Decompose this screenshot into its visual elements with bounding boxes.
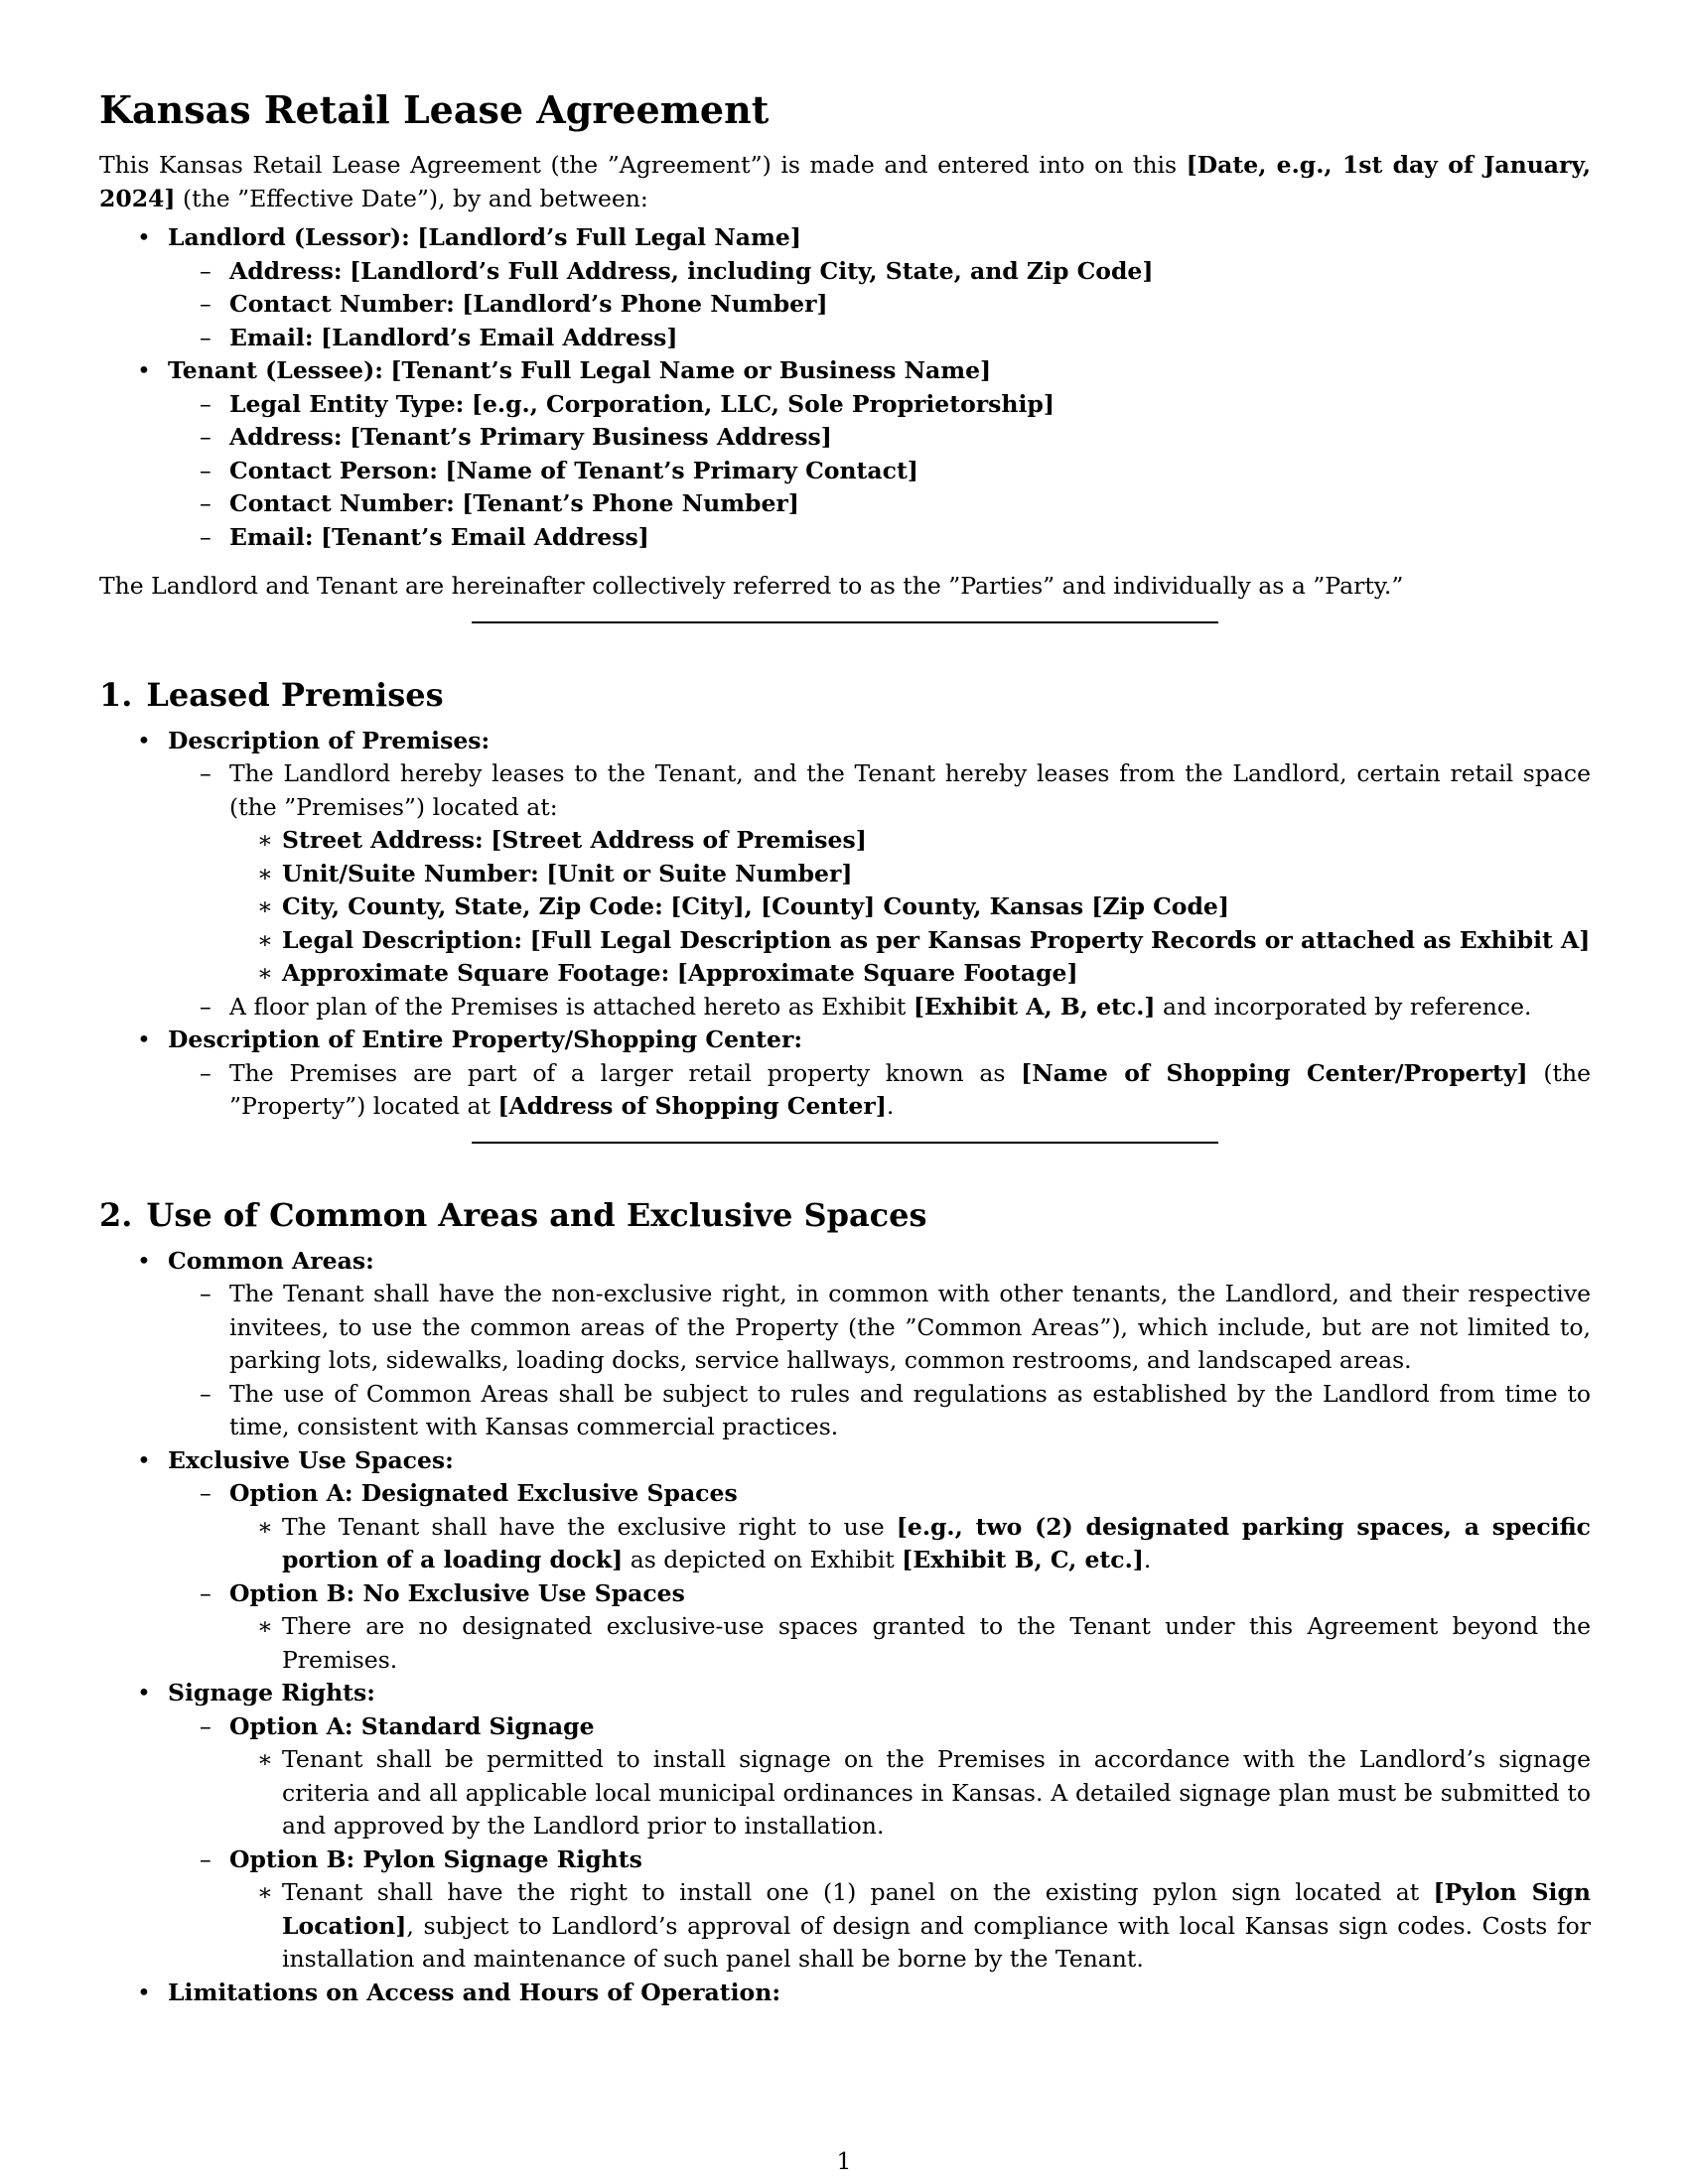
address-item: ∗ Unit/Suite Number: [Unit or Suite Number] <box>257 859 853 887</box>
option-details <box>229 1610 1591 1677</box>
bullet-marker: • <box>137 1679 151 1706</box>
tenant-label: Tenant (Lessee): <box>168 356 383 384</box>
option-item: – Option A: Designated Exclusive Spaces ∗ The Tenant shall have the exclusive right to use [e.g., two (2) designated parking spaces, a specific portion of a loading dock] as depicted on Exhibit [Exhibit B, C, etc.]. <box>168 1477 1591 1577</box>
document-title: Kansas Retail Lease Agreement <box>99 87 770 132</box>
option-details <box>229 1876 1591 1977</box>
paragraph-text: There are no designated exclusive-use spaces granted to the Tenant under this Agreement beyond the Premises. <box>282 1612 1591 1674</box>
exclusive-use-item <box>99 1444 1591 1678</box>
field-value: [Landlord’s Email Address] <box>321 323 678 351</box>
landlord-item <box>99 221 1591 354</box>
field-value: [Full Legal Description as per Kansas Property Records or attached as Exhibit A] <box>529 925 1591 954</box>
item-label: Description of Entire Property/Shopping Center: <box>168 1025 802 1053</box>
property-sublist <box>168 1057 1591 1124</box>
item-label: Signage Rights: <box>168 1679 375 1706</box>
intro-text-end: (the ”Effective Date”), by and between: <box>175 184 648 212</box>
common-areas-text: – The use of Common Areas shall be subject to rules and regulations as established by the Landlord from time to time, consistent with Kansas commercial practices. <box>200 1379 1591 1440</box>
bullet-marker: • <box>137 1445 151 1474</box>
common-areas-sublist <box>168 1278 1591 1444</box>
paragraph-text: and incorporated by reference. <box>1155 992 1532 1021</box>
field-value: [Tenant’s Phone Number] <box>462 489 799 517</box>
field-label: Address: <box>229 256 343 285</box>
address-item: ∗ Street Address: [Street Address of Premises] <box>257 826 867 854</box>
section1-list <box>99 725 1591 1124</box>
tenant-field: – Contact Number: [Tenant’s Phone Number] <box>200 489 799 517</box>
property-text: – The Premises are part of a larger retail property known as [Name of Shopping Center/Property] (the ”Property”) located at [Address of Shopping Center]. <box>200 1058 1592 1120</box>
paragraph-text: The Tenant shall have the exclusive right to use <box>282 1512 897 1541</box>
signage-options <box>168 1710 1591 1977</box>
field-value: [Unit or Suite Number] <box>546 859 853 887</box>
paragraph-text: Tenant shall have the right to install one (1) panel on the existing pylon sign located at <box>282 1878 1434 1906</box>
property-name-placeholder: [Name of Shopping Center/Property] <box>1021 1058 1528 1087</box>
parties-list <box>99 221 1591 554</box>
bullet-marker: • <box>137 726 151 754</box>
bullet-marker: • <box>137 1978 151 2006</box>
field-label: Approximate Square Footage: <box>282 959 670 987</box>
tenant-field: – Address: [Tenant’s Primary Business Address] <box>200 423 832 451</box>
option-text: ∗ The Tenant shall have the exclusive right to use [e.g., two (2) designated parking spaces, a specific portion of a loading dock] as depicted on Exhibit [Exhibit B, C, etc.]. <box>257 1512 1591 1573</box>
field-label: Contact Number: <box>229 489 455 517</box>
field-value: [Street Address of Premises] <box>491 826 867 854</box>
option-details <box>229 1743 1591 1843</box>
landlord-name: [Landlord’s Full Legal Name] <box>417 223 801 251</box>
field-value: [Tenant’s Primary Business Address] <box>350 423 832 451</box>
bullet-marker: • <box>137 1025 151 1053</box>
tenant-fields <box>168 388 1591 555</box>
signage-rights-item <box>99 1677 1591 1977</box>
field-label: Email: <box>229 323 314 351</box>
section-heading <box>99 1193 1591 1237</box>
paragraph-text: , subject to Landlord’s approval of design and compliance with local Kansas sign codes. Costs for installation and maintenance of such panel shall be borne by the Tenant. <box>282 1911 1591 1973</box>
limitations-item <box>99 1977 1591 2010</box>
field-value: [e.g., Corporation, LLC, Sole Proprietorship] <box>471 389 1055 418</box>
section-heading <box>99 673 1591 717</box>
paragraph-text: . <box>886 1092 895 1120</box>
pylon-location-placeholder: [Pylon Sign Location] <box>282 1878 1591 1940</box>
option-text: ∗ There are no designated exclusive-use spaces granted to the Tenant under this Agreement beyond the Premises. <box>257 1612 1591 1674</box>
tenant-field: – Email: [Tenant’s Email Address] <box>200 522 649 551</box>
paragraph-text: (the ”Property”) located at <box>229 1058 1592 1120</box>
option-label: Option B: Pylon Signage Rights <box>229 1844 642 1873</box>
exhibit-placeholder: [Exhibit A, B, etc.] <box>913 992 1156 1021</box>
field-value: [City], [County] County, Kansas [Zip Code] <box>670 892 1229 920</box>
paragraph-text: The Tenant shall have the non-exclusive right, in common with other tenants, the Landlord, and their respective invitees, to use the common areas of the Property (the ”Common Areas”), which include, but are not limited to, parking lots, sidewalks, loading docks, service hallways, common restrooms, and landscaped areas. <box>229 1280 1591 1374</box>
address-item: ∗ Approximate Square Footage: [Approximate Square Footage] <box>257 959 1078 987</box>
premises-description-item <box>99 725 1591 1024</box>
section-number: 2. <box>99 1195 133 1234</box>
field-label: Contact Person: <box>229 456 438 484</box>
tenant-item <box>99 354 1591 554</box>
paragraph-text: as depicted on Exhibit <box>623 1546 903 1573</box>
landlord-field: – Email: [Landlord’s Email Address] <box>200 323 678 351</box>
field-value: [Landlord’s Phone Number] <box>462 290 828 318</box>
item-label: Exclusive Use Spaces: <box>168 1445 454 1474</box>
option-label: Option A: Standard Signage <box>229 1711 595 1740</box>
field-value: [Tenant’s Email Address] <box>321 522 649 551</box>
section-title: Use of Common Areas and Exclusive Spaces <box>146 1195 927 1234</box>
field-label: Email: <box>229 522 314 551</box>
property-address-placeholder: [Address of Shopping Center] <box>497 1092 887 1120</box>
property-description-item <box>99 1024 1591 1124</box>
section-number: 1. <box>99 675 133 714</box>
effective-date-placeholder: [Date, e.g., 1st day of January, 2024] <box>99 151 1592 212</box>
paragraph-text: The use of Common Areas shall be subject to rules and regulations as established by the Landlord from time to time, consistent with Kansas commercial practices. <box>229 1379 1591 1440</box>
landlord-field: – Address: [Landlord’s Full Address, including City, State, and Zip Code] <box>200 256 1154 285</box>
field-label: Contact Number: <box>229 290 455 318</box>
option-label: Option A: Designated Exclusive Spaces <box>229 1479 738 1507</box>
field-label: Street Address: <box>282 826 484 854</box>
floor-plan-text: – A floor plan of the Premises is attached hereto as Exhibit [Exhibit A, B, etc.] and incorporated by reference. <box>200 992 1532 1021</box>
tenant-field: – Legal Entity Type: [e.g., Corporation, LLC, Sole Proprietorship] <box>200 389 1055 418</box>
exclusive-options <box>168 1477 1591 1677</box>
field-label: Legal Description: <box>282 925 523 954</box>
address-item: ∗ City, County, State, Zip Code: [City], [County] County, Kansas [Zip Code] <box>257 892 1229 920</box>
address-item: ∗ Legal Description: [Full Legal Description as per Kansas Property Records or attached as Exhibit A] <box>257 925 1591 954</box>
option-item: – Option B: Pylon Signage Rights ∗ Tenant shall have the right to install one (1) panel on the existing pylon sign located at [Pylon Sign Location], subject to Landlord’s approval of design and compliance with local Kansas sign codes. Costs for installation and maintenance of such panel shall be borne by the Tenant. <box>168 1843 1591 1977</box>
field-value: [Landlord’s Full Address, including City, State, and Zip Code] <box>350 256 1154 285</box>
option-item: – Option A: Standard Signage ∗ Tenant shall be permitted to install signage on the Premises in accordance with the Landlord’s signage criteria and all applicable local municipal ordinances in Kansas. A detailed signage plan must be submitted to and approved by the Landlord prior to installation. <box>168 1710 1591 1843</box>
address-list <box>229 824 1591 991</box>
item-label: Common Areas: <box>168 1246 374 1275</box>
premises-sublist <box>168 757 1591 1024</box>
tenant-name: [Tenant’s Full Legal Name or Business Name] <box>390 356 992 384</box>
option-label: Option B: No Exclusive Use Spaces <box>229 1578 685 1607</box>
field-label: Address: <box>229 423 343 451</box>
paragraph-text: . <box>1143 1546 1152 1573</box>
document-page <box>99 85 1591 2009</box>
paragraph-text: A floor plan of the Premises is attached hereto as Exhibit <box>229 992 914 1021</box>
field-label: Unit/Suite Number: <box>282 859 539 887</box>
landlord-label: Landlord (Lessor): <box>168 223 410 251</box>
option-details <box>229 1511 1591 1577</box>
field-value: [Name of Tenant’s Primary Contact] <box>445 456 918 484</box>
spaces-placeholder: [e.g., two (2) designated parking spaces, a specific portion of a loading dock] <box>282 1512 1591 1573</box>
common-areas-text: – The Tenant shall have the non-exclusive right, in common with other tenants, the Landlord, and their respective invitees, to use the common areas of the Property (the ”Common Areas”), which include, but are not limited to, parking lots, sidewalks, loading docks, service hallways, common restrooms, and landscaped areas. <box>200 1280 1591 1374</box>
paragraph-text: The Premises are part of a larger retail property known as <box>229 1058 1022 1087</box>
premises-text: – The Landlord hereby leases to the Tenant, and the Tenant hereby leases from the Landlord, certain retail space (the ”Premises”) located at: ∗ Street Address: [Street Address of Premises] ∗ Unit/Suite Number: [Unit or Suite Number] ∗ City, County, State, Zip Code: [City], [County] County, Kansas [Zip Code] ∗ Legal Description: [Full Legal Description as per Kansas Property Records or attached as Exhibit A] ∗ Approximate Square Footage: [Approximate Square Footage] <box>168 757 1591 991</box>
paragraph-text: The Landlord hereby leases to the Tenant, and the Tenant hereby leases from the Landlord, certain retail space (the ”Premises”) located at: <box>229 759 1591 821</box>
field-label: City, County, State, Zip Code: <box>282 892 663 920</box>
option-text: ∗ Tenant shall have the right to install one (1) panel on the existing pylon sign located at [Pylon Sign Location], subject to Landlord’s approval of design and compliance with local Kansas sign codes. Costs for installation and maintenance of such panel shall be borne by the Tenant. <box>257 1878 1591 1973</box>
bullet-marker: • <box>137 1246 151 1275</box>
field-label: Legal Entity Type: <box>229 389 465 418</box>
page-number: 1 <box>836 2147 852 2175</box>
bullet-marker: • <box>137 223 151 251</box>
exhibit-placeholder: [Exhibit B, C, etc.] <box>902 1546 1144 1573</box>
bullet-marker: • <box>137 356 151 384</box>
field-value: [Approximate Square Footage] <box>676 959 1078 987</box>
tenant-field: – Contact Person: [Name of Tenant’s Primary Contact] <box>200 456 918 484</box>
landlord-field: – Contact Number: [Landlord’s Phone Number] <box>200 290 828 318</box>
section-title: Leased Premises <box>146 675 444 714</box>
section-divider <box>472 1142 1218 1144</box>
landlord-fields <box>168 255 1591 355</box>
common-areas-item <box>99 1245 1591 1444</box>
option-item: – Option B: No Exclusive Use Spaces ∗ There are no designated exclusive-use spaces granted to the Tenant under this Agreement beyond the Premises. <box>168 1577 1591 1678</box>
item-label: Limitations on Access and Hours of Operation: <box>168 1978 780 2006</box>
intro-text: This Kansas Retail Lease Agreement (the ”Agreement”) is made and entered into on this <box>99 151 1187 179</box>
item-label: Description of Premises: <box>168 726 491 754</box>
option-text: ∗ Tenant shall be permitted to install signage on the Premises in accordance with the Landlord’s signage criteria and all applicable local municipal ordinances in Kansas. A detailed signage plan must be submitted to and approved by the Landlord prior to installation. <box>257 1745 1591 1840</box>
section2-list <box>99 1245 1591 2010</box>
section-divider <box>472 621 1218 623</box>
intro-paragraph <box>99 149 1591 215</box>
parties-closing: The Landlord and Tenant are hereinafter collectively referred to as the ”Parties” and individually as a ”Party.” <box>99 572 1404 600</box>
paragraph-text: Tenant shall be permitted to install signage on the Premises in accordance with the Landlord’s signage criteria and all applicable local municipal ordinances in Kansas. A detailed signage plan must be submitted to and approved by the Landlord prior to installation. <box>282 1745 1591 1840</box>
